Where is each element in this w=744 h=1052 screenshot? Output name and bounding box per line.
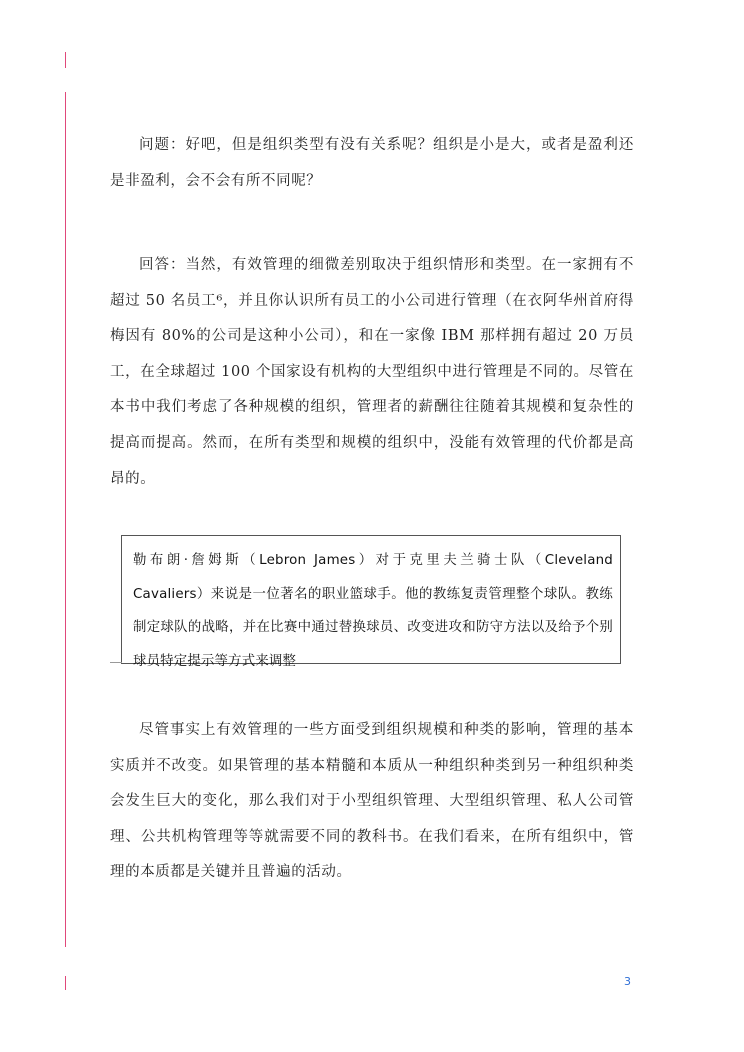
margin-mark-top: [65, 52, 66, 68]
box-tick-mark: [110, 662, 122, 663]
case-note-text: 勒布朗·詹姆斯（Lebron James）对于克里夫兰骑士队（Cleveland Cavaliers）来说是一位著名的职业篮球手。他的教练复责管理整个球队。教练制定球队的战略，并在比赛中通过替换球员、改变进攻和防守方法以及给予个别球员特定提示等方式来调整: [133, 553, 613, 669]
case-note-box: [121, 535, 621, 669]
question-paragraph: 问题：好吧，但是组织类型有没有关系呢？组织是小是大，或者是盈利还是非盈利，会不会有所不同呢？: [110, 137, 634, 189]
answer-paragraph: 回答：当然，有效管理的细微差别取决于组织情形和类型。在一家拥有不超过 50 名员工⁶，并且你认识所有员工的小公司进行管理（在衣阿华州首府得梅因有 80%的公司是这种小公司），和在一家像 IBM 那样拥有超过 20 万员工，在全球超过 100 个国家设有机构的大型组织中进行管理是不同的。尽管在本书中我们考虑了各种规模的组织，管理者的薪酬往往随着其规模和复杂性的提高而提高。然而，在所有类型和规模的组织中，没能有效管理的代价都是高昂的。: [110, 257, 634, 487]
margin-mark-bottom: [65, 976, 66, 990]
page-number: 3: [624, 975, 631, 988]
conclusion-paragraph: 尽管事实上有效管理的一些方面受到组织规模和种类的影响，管理的基本实质并不改变。如果管理的基本精髓和本质从一种组织种类到另一种组织种类会发生巨大的变化，那么我们对于小型组织管理、大型组织管理、私人公司管理、公共机构管理等等就需要不同的教科书。在我们看来，在所有组织中，管理的本质都是关键并且普遍的活动。: [110, 722, 634, 881]
margin-mark-main: [65, 92, 66, 947]
